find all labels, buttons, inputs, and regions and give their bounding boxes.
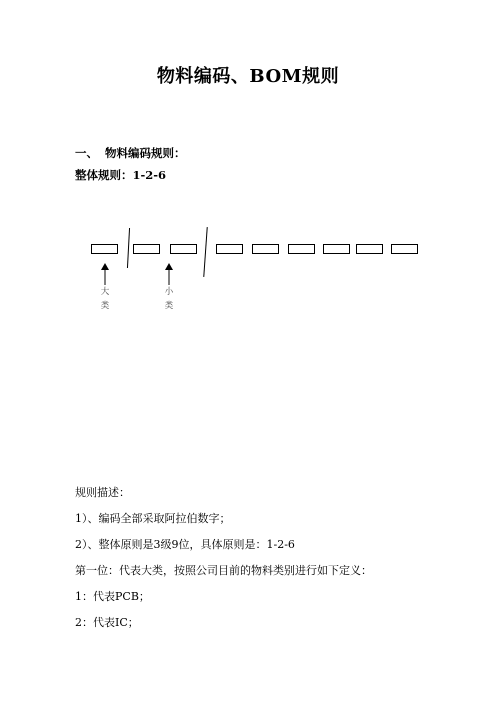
rule-description-heading: 规则描述：: [75, 486, 130, 499]
code-digit-box-3: [170, 244, 197, 254]
document-title: 物料编码、BOM规则: [156, 66, 340, 87]
arrow-up-icon: [101, 263, 109, 285]
code-digit-box-7: [323, 244, 350, 254]
code-digit-box-2: [133, 244, 160, 254]
minor-category-label: 小 类: [164, 287, 174, 311]
group-divider-1: [127, 228, 130, 268]
code-digit-box-9: [391, 244, 418, 254]
code-structure-diagram: [0, 225, 496, 325]
code-digit-box-1: [91, 244, 118, 254]
section-heading: [75, 145, 186, 161]
group-divider-2: [203, 227, 207, 277]
section-number: 一、: [75, 146, 98, 160]
section-title: 物料编码规则：: [105, 146, 186, 160]
rule-first-digit: 第一位：代表大类，按照公司目前的物料类别进行如下定义：: [75, 564, 372, 577]
rule-item-2: 2）、整体原则是3级9位，具体原则是：1-2-6: [75, 538, 295, 551]
code-digit-box-8: [356, 244, 383, 254]
category-ic: 2：代表IC；: [75, 616, 139, 629]
code-digit-box-6: [288, 244, 315, 254]
overall-rule: 整体规则：1-2-6: [75, 168, 167, 182]
major-category-label: 大 类: [100, 287, 110, 311]
code-digit-box-5: [252, 244, 279, 254]
rule-item-1: 1）、编码全部采取阿拉伯数字；: [75, 512, 231, 525]
category-pcb: 1：代表PCB；: [75, 590, 150, 603]
arrow-up-icon: [165, 263, 173, 285]
code-digit-box-4: [216, 244, 243, 254]
